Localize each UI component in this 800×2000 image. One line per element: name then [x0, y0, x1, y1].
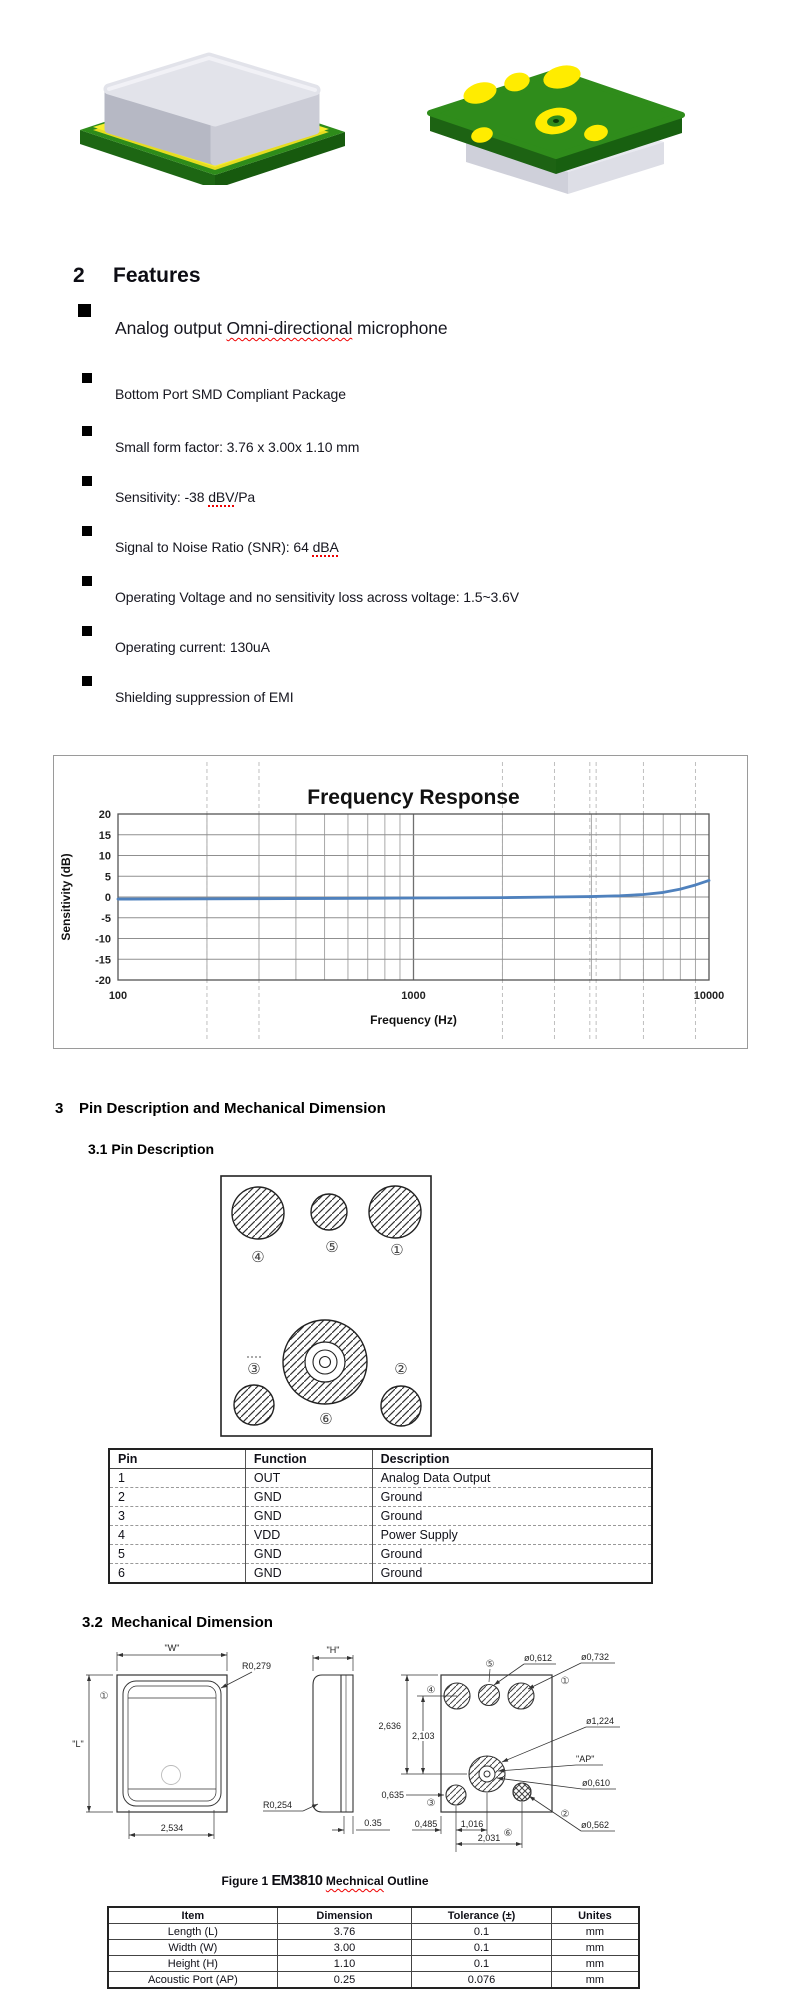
section-number: 2 [73, 264, 85, 287]
feature-item: Small form factor: 3.76 x 3.00x 1.10 mm [78, 426, 738, 468]
svg-text:5: 5 [104, 871, 111, 884]
svg-text:10000: 10000 [693, 990, 725, 1002]
frequency-response-chart [53, 755, 748, 1049]
table-row: 3 GND Ground [109, 1507, 652, 1526]
col-header: Tolerance (±) [412, 1907, 551, 1924]
feature-item: Sensitivity: -38 dBV/Pa [78, 476, 738, 518]
dim-height-label: "H" [326, 1645, 340, 1655]
table-row: Height (H) 1.10 0.1 mm [108, 1956, 639, 1972]
callout-0612: ø0,612 [524, 1653, 553, 1663]
pin-marker-1: ① [560, 1676, 570, 1687]
dim-2031-label: 2,031 [477, 1833, 501, 1843]
section-3-1-heading: 3.1 Pin Description [88, 1141, 215, 1157]
spellcheck-marked-text: dBA [312, 539, 339, 555]
feature-item: Analog output Omni-directional microphone [78, 304, 738, 346]
col-header: Unites [551, 1907, 639, 1924]
pin-marker-4: ④ [426, 1685, 436, 1696]
svg-text:1000: 1000 [401, 990, 426, 1002]
callout-0562: ø0,562 [581, 1820, 610, 1830]
col-header: Description [372, 1449, 652, 1469]
table-row: 5 GND Ground [109, 1545, 652, 1564]
table-header-row [108, 1907, 639, 1924]
bullet-square-icon [82, 576, 92, 586]
table-row: 4 VDD Power Supply [109, 1526, 652, 1545]
col-header: Function [245, 1449, 372, 1469]
table-row: 2 GND Ground [109, 1488, 652, 1507]
package-render-top-view [75, 35, 355, 185]
pin-marker-5: ⑤ [485, 1659, 495, 1670]
dim-radius2-label: R0,254 [263, 1800, 293, 1810]
section-title: Features [113, 264, 201, 287]
bullet-square-icon [82, 526, 92, 536]
section-3-2-heading: 3.2 Mechanical Dimension [82, 1614, 273, 1631]
svg-text:20: 20 [98, 809, 111, 821]
pin-label-5: ⑤ [325, 1239, 339, 1256]
pin-label-1: ① [390, 1242, 404, 1259]
mech-top-view [86, 1652, 252, 1839]
feature-item: Operating current: 130uA [78, 626, 738, 668]
table-row: Acoustic Port (AP) 0.25 0.076 mm [108, 1972, 639, 1989]
pad-1 [369, 1186, 421, 1238]
bullet-square-icon [82, 476, 92, 486]
bullet-square-icon [82, 676, 92, 686]
svg-text:0: 0 [104, 892, 111, 904]
feature-item: Shielding suppression of EMI [78, 676, 738, 718]
svg-text:-15: -15 [95, 954, 111, 967]
dim-2636-label: 2,636 [378, 1721, 401, 1731]
model-number: EM3810 [271, 1873, 323, 1889]
pin-marker-3: ③ [426, 1798, 436, 1809]
spellcheck-marked-text: dBV [208, 489, 235, 505]
pin-1-marker: ① [99, 1691, 109, 1702]
mechanical-dimension-table [107, 1906, 640, 1989]
table-row: Width (W) 3.00 0.1 mm [108, 1940, 639, 1956]
pad-2 [381, 1386, 421, 1426]
spellcheck-marked-text: Mechnical [325, 1874, 384, 1888]
svg-text:-5: -5 [101, 912, 111, 925]
svg-text:Sensitivity (dB): Sensitivity (dB) [59, 853, 73, 941]
acoustic-port [320, 1357, 331, 1368]
dim-0485-label: 0,485 [414, 1819, 438, 1829]
dim-035-label: 0.35 [364, 1818, 382, 1828]
frequency-response-plot [54, 756, 747, 1048]
callout-ap: "AP" [576, 1754, 595, 1764]
bullet-square-icon [82, 426, 92, 436]
col-header: Item [108, 1907, 277, 1924]
pin-marker-2: ② [560, 1809, 570, 1820]
dim-2103-label: 2,103 [412, 1731, 435, 1741]
svg-text:Frequency (Hz): Frequency (Hz) [370, 1013, 457, 1027]
col-header: Dimension [277, 1907, 412, 1924]
pin-label-4: ④ [251, 1249, 265, 1266]
dim-radius-label: R0,279 [242, 1661, 272, 1671]
svg-text:10: 10 [98, 850, 111, 863]
callout-0610: ø0,610 [582, 1778, 611, 1788]
bullet-square-icon [82, 373, 92, 383]
section-2-heading [73, 264, 201, 288]
pin-marker-6: ⑥ [503, 1828, 513, 1839]
svg-text:Frequency Response: Frequency Response [307, 786, 520, 809]
table-row: 6 GND Ground [109, 1564, 652, 1584]
col-header: Pin [109, 1449, 245, 1469]
feature-item: Operating Voltage and no sensitivity loss across voltage: 1.5~3.6V [78, 576, 738, 618]
svg-text:-10: -10 [95, 933, 111, 946]
table-row: 1 OUT Analog Data Output [109, 1469, 652, 1488]
svg-text:-20: -20 [95, 975, 111, 987]
svg-text:15: 15 [98, 829, 111, 842]
dim-0635-label: 0,635 [381, 1790, 404, 1800]
bullet-square-icon [82, 626, 92, 636]
dim-width-label: "W" [164, 1643, 180, 1653]
pin-label-3: ③ [247, 1361, 261, 1378]
dim-length-label: "L" [72, 1739, 84, 1749]
mechanical-outline-drawing [60, 1638, 745, 1870]
pad-3 [234, 1385, 274, 1425]
feature-item: Bottom Port SMD Compliant Package [78, 373, 738, 415]
pin-description-table [108, 1448, 653, 1584]
dim-1016-label: 1,016 [460, 1819, 484, 1829]
bullet-square-icon [78, 304, 91, 317]
table-row: Length (L) 3.76 0.1 mm [108, 1924, 639, 1940]
pad-4 [232, 1187, 284, 1239]
feature-item: Signal to Noise Ratio (SNR): 64 dBA [78, 526, 738, 568]
acoustic-port-center [553, 119, 559, 123]
package-render-bottom-view [420, 25, 715, 200]
section-3-heading: 3 Pin Description and Mechanical Dimension [55, 1100, 386, 1117]
pin-label-2: ② [394, 1361, 408, 1378]
pin-label-6: ⑥ [319, 1411, 333, 1428]
spellcheck-marked-text: Omni-directional [226, 318, 353, 338]
table-header-row [109, 1449, 652, 1469]
pad-5 [311, 1194, 347, 1230]
callout-0732: ø0,732 [581, 1652, 610, 1662]
pin-layout-diagram [220, 1172, 433, 1440]
figure-caption: Figure 1 EM3810 Mechnical Outline [221, 1873, 429, 1889]
callout-1224: ø1,224 [586, 1716, 615, 1726]
dim-2534-label: 2,534 [160, 1823, 184, 1833]
svg-text:100: 100 [108, 990, 128, 1002]
